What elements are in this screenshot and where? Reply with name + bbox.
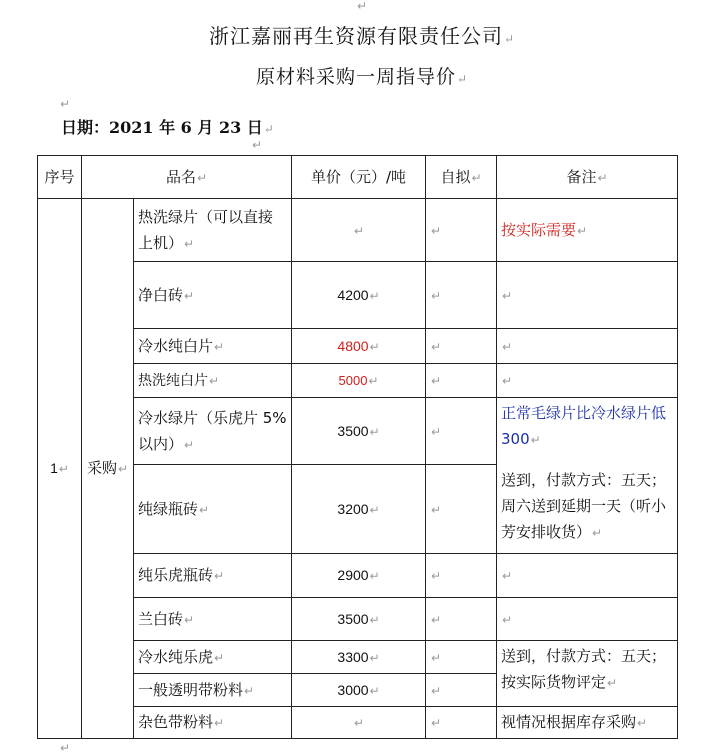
item-remark: 按实际需要↵ — [497, 199, 678, 262]
paragraph-mark-icon: ↵ — [263, 122, 274, 136]
item-own: ↵ — [426, 641, 497, 674]
table-row — [38, 465, 678, 554]
table-row — [38, 398, 678, 465]
item-name: 兰白砖↵ — [134, 598, 292, 641]
item-name: 热洗绿片（可以直接上机）↵ — [134, 199, 292, 262]
document-date: 日期：2021 年 6 月 23 日↵ — [61, 118, 274, 137]
item-price: ↵ — [292, 707, 426, 739]
item-remark: ↵ — [497, 262, 678, 329]
item-own: ↵ — [426, 707, 497, 739]
table-row — [38, 262, 678, 329]
table-row — [38, 329, 678, 364]
item-own: ↵ — [426, 199, 497, 262]
header-name: 品名↵ — [82, 156, 292, 199]
item-name: 纯绿瓶砖↵ — [134, 465, 292, 554]
item-name: 冷水纯白片↵ — [134, 329, 292, 364]
paragraph-mark-icon: ↵ — [60, 741, 71, 755]
item-price: 3200↵ — [292, 465, 426, 554]
table-header-row — [38, 156, 678, 199]
item-remark: 送到，付款方式：五天；周六送到延期一天（听小芳安排收货）↵ — [497, 465, 678, 554]
item-name: 杂色带粉料↵ — [134, 707, 292, 739]
item-price: 5000↵ — [292, 364, 426, 398]
item-own: ↵ — [426, 329, 497, 364]
item-price: 2900↵ — [292, 554, 426, 598]
item-remark: 正常毛绿片比冷水绿片低 300↵ — [497, 398, 678, 465]
item-name: 一般透明带粉料↵ — [134, 674, 292, 707]
document-subtitle: 原材料采购一周指导价↵ — [255, 66, 469, 88]
table-row — [38, 364, 678, 398]
item-name: 纯乐虎瓶砖↵ — [134, 554, 292, 598]
item-price: 3500↵ — [292, 598, 426, 641]
item-price: 3300↵ — [292, 641, 426, 674]
item-price: 3500↵ — [292, 398, 426, 465]
paragraph-mark-icon: ↵ — [60, 97, 71, 111]
item-price: 4800↵ — [292, 329, 426, 364]
item-price: ↵ — [292, 199, 426, 262]
item-remark: ↵ — [497, 364, 678, 398]
item-name: 冷水绿片（乐虎片 5%以内）↵ — [134, 398, 292, 465]
table-row — [38, 554, 678, 598]
item-remark: 视情况根据库存采购↵ — [497, 707, 678, 739]
item-name: 热洗纯白片↵ — [134, 364, 292, 398]
item-remark: 送到，付款方式：五天；按实际货物评定↵ — [497, 641, 678, 707]
table-row — [38, 707, 678, 739]
table-row — [38, 641, 678, 674]
item-name: 冷水纯乐虎↵ — [134, 641, 292, 674]
company-title: 浙江嘉丽再生资源有限责任公司↵ — [208, 24, 516, 48]
item-own: ↵ — [426, 262, 497, 329]
item-remark: ↵ — [497, 598, 678, 641]
table-row — [38, 598, 678, 641]
item-price: 3000↵ — [292, 674, 426, 707]
item-own: ↵ — [426, 598, 497, 641]
paragraph-mark-icon: ↵ — [252, 138, 263, 152]
header-remark: 备注↵ — [497, 156, 678, 199]
item-own: ↵ — [426, 465, 497, 554]
item-price: 4200↵ — [292, 262, 426, 329]
group-seq: 1↵ — [38, 199, 82, 739]
paragraph-mark-icon: ↵ — [503, 32, 516, 46]
item-own: ↵ — [426, 554, 497, 598]
paragraph-mark-icon: ↵ — [357, 0, 368, 13]
table-row — [38, 199, 678, 262]
header-seq: 序号 — [38, 156, 82, 199]
item-own: ↵ — [426, 364, 497, 398]
item-remark: ↵ — [497, 329, 678, 364]
paragraph-mark-icon: ↵ — [456, 72, 469, 86]
item-own: ↵ — [426, 398, 497, 465]
group-label: 采购↵ — [82, 199, 134, 739]
item-remark: ↵ — [497, 554, 678, 598]
item-name: 净白砖↵ — [134, 262, 292, 329]
header-own: 自拟↵ — [426, 156, 497, 199]
price-table — [37, 155, 678, 739]
item-own: ↵ — [426, 674, 497, 707]
header-price: 单价（元）/吨 — [292, 156, 426, 199]
